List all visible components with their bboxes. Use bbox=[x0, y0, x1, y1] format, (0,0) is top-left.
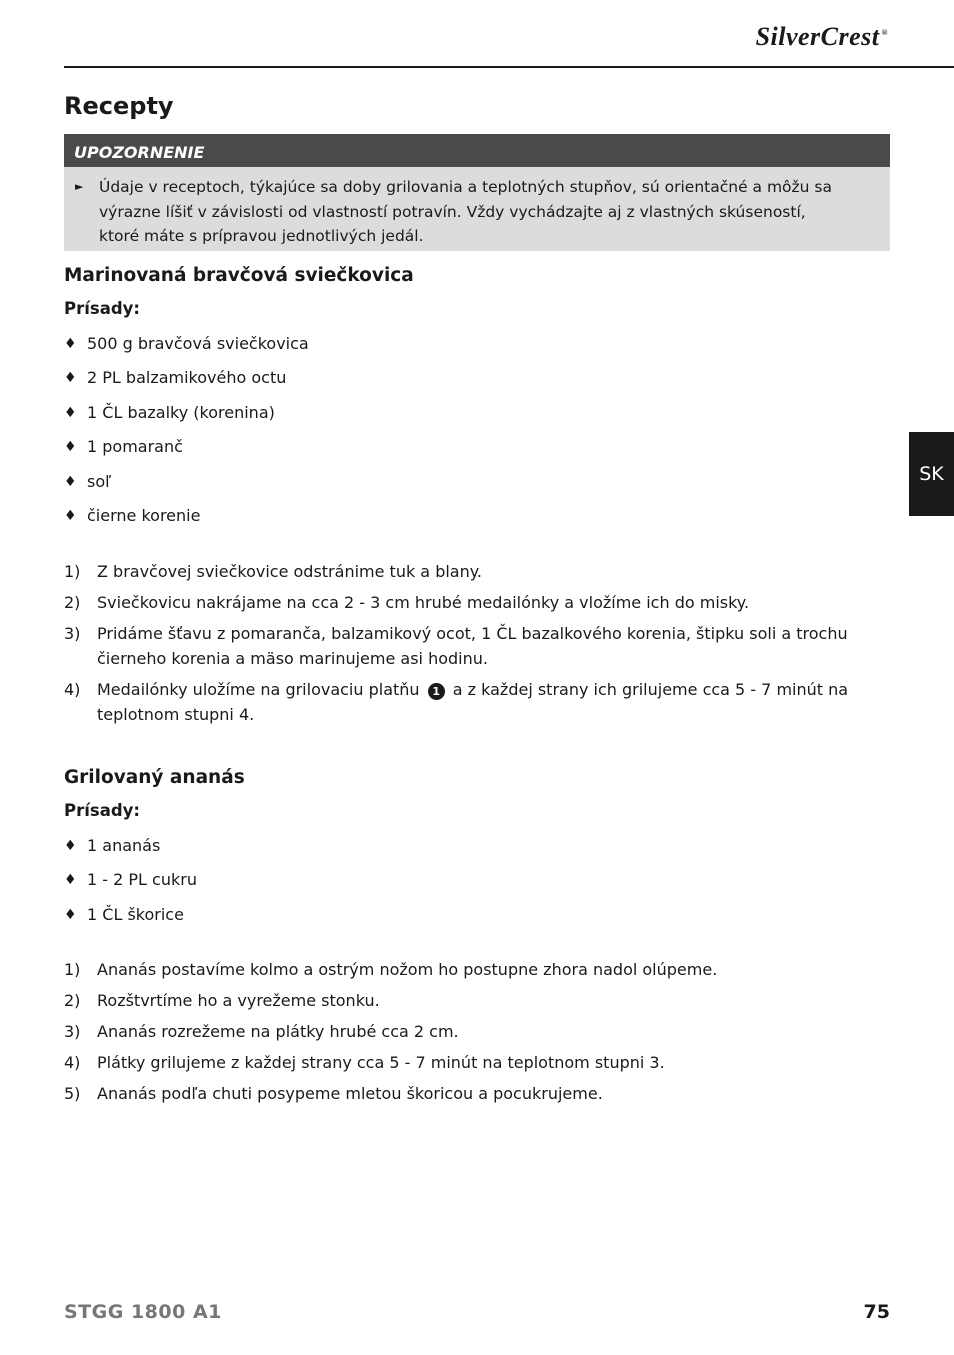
steps-list bbox=[64, 957, 854, 1112]
step-number: 3) bbox=[64, 624, 81, 643]
footer-model: STGG 1800 A1 bbox=[64, 1301, 222, 1323]
diamond-bullet-icon: ♦ bbox=[64, 370, 77, 387]
step-text: Sviečkovicu nakrájame na cca 2 - 3 cm hrubé medailónky a vložíme ich do misky. bbox=[97, 593, 750, 612]
step-item bbox=[64, 988, 854, 1013]
step-number: 3) bbox=[64, 1022, 81, 1041]
arrow-bullet-icon: ► bbox=[75, 180, 84, 193]
ingredients-label: Prísady: bbox=[64, 801, 141, 820]
recipe-title-pork: Marinovaná bravčová sviečkovica bbox=[64, 265, 414, 286]
ingredients-label: Prísady: bbox=[64, 299, 141, 318]
step-item bbox=[64, 1050, 854, 1075]
step-item bbox=[64, 957, 854, 982]
diamond-bullet-icon: ♦ bbox=[64, 507, 77, 524]
ingredients-list bbox=[64, 836, 197, 939]
step-text-after: a z každej strany ich grilujeme cca 5 - 7 minút na teplotnom stupni 4. bbox=[97, 680, 849, 724]
page-title: Recepty bbox=[64, 92, 174, 120]
step-text: Ananás postavíme kolmo a ostrým nožom ho postupne zhora nadol olúpeme. bbox=[97, 960, 718, 979]
list-item bbox=[64, 403, 309, 437]
diamond-bullet-icon: ♦ bbox=[64, 906, 77, 923]
ingredient-text: 1 ČL škorice bbox=[87, 904, 184, 924]
diamond-bullet-icon: ♦ bbox=[64, 439, 77, 456]
step-number: 4) bbox=[64, 1053, 81, 1072]
ingredient-text: 500 g bravčová sviečkovica bbox=[87, 334, 309, 353]
list-item bbox=[64, 334, 309, 368]
ingredients-list bbox=[64, 334, 309, 540]
list-item bbox=[64, 437, 309, 471]
step-item bbox=[64, 559, 854, 584]
diamond-bullet-icon: ♦ bbox=[64, 473, 77, 490]
diamond-bullet-icon: ♦ bbox=[64, 336, 77, 352]
brand-logo-text: SilverCrest bbox=[755, 22, 880, 51]
list-item bbox=[64, 870, 197, 904]
ingredient-text: 1 pomaranč bbox=[87, 437, 183, 457]
step-item bbox=[64, 621, 854, 671]
list-item bbox=[64, 905, 197, 939]
steps-list bbox=[64, 559, 854, 733]
diamond-bullet-icon: ♦ bbox=[64, 872, 77, 889]
part-reference-icon: 1 bbox=[428, 683, 445, 700]
step-text: Ananás rozrežeme na plátky hrubé cca 2 cm. bbox=[97, 1022, 459, 1041]
step-text: Ananás podľa chuti posypeme mletou škoricou a pocukrujeme. bbox=[97, 1084, 603, 1103]
ingredient-text: 1 ananás bbox=[87, 836, 161, 855]
brand-logo bbox=[756, 22, 888, 52]
step-number: 2) bbox=[64, 593, 81, 612]
step-item bbox=[64, 590, 854, 615]
step-item bbox=[64, 1019, 854, 1044]
notice-body bbox=[64, 167, 890, 249]
recipe-title-pineapple: Grilovaný ananás bbox=[64, 767, 245, 788]
step-item bbox=[64, 677, 854, 727]
step-text: Z bravčovej sviečkovice odstránime tuk a blany. bbox=[97, 562, 483, 581]
step-number: 1) bbox=[64, 960, 81, 979]
list-item bbox=[64, 472, 309, 506]
diamond-bullet-icon: ♦ bbox=[64, 404, 77, 421]
ingredient-text: 2 PL balzamikového octu bbox=[87, 368, 287, 388]
list-item bbox=[64, 506, 309, 540]
language-tab: SK bbox=[909, 432, 954, 516]
ingredient-text: soľ bbox=[87, 471, 112, 491]
ingredient-text: 1 - 2 PL cukru bbox=[87, 870, 197, 890]
step-text: Rozštvrtíme ho a vyrežeme stonku. bbox=[97, 991, 380, 1010]
step-number: 1) bbox=[64, 562, 81, 581]
page-number: 75 bbox=[863, 1301, 890, 1323]
step-text: Pridáme šťavu z pomaranča, balzamikový ocot, 1 ČL bazalkového korenia, štipku soli a trochu čierneho korenia a mäso marinujeme asi hodinu. bbox=[97, 624, 848, 668]
list-item bbox=[64, 836, 197, 870]
step-item bbox=[64, 1081, 854, 1106]
registered-mark: ® bbox=[881, 28, 888, 38]
header-rule bbox=[64, 66, 954, 68]
ingredient-text: 1 ČL bazalky (korenina) bbox=[87, 402, 275, 422]
notice-box bbox=[64, 134, 890, 251]
list-item bbox=[64, 368, 309, 402]
ingredient-text: čierne korenie bbox=[87, 505, 201, 525]
notice-text: Údaje v receptoch, týkajúce sa doby grilovania a teplotných stupňov, sú orientačné a môžu sa výrazne líšiť v závislosti od vlastností potravín. Vždy vychádzajte aj z vlastných skúseností, ktoré máte s prípravou jednotlivých jedál. bbox=[99, 178, 833, 245]
step-number: 5) bbox=[64, 1084, 81, 1103]
notice-heading: UPOZORNENIE bbox=[64, 134, 890, 167]
step-text: Plátky grilujeme z každej strany cca 5 - 7 minút na teplotnom stupni 3. bbox=[97, 1053, 665, 1072]
step-number: 2) bbox=[64, 991, 81, 1010]
step-number: 4) bbox=[64, 680, 81, 699]
step-text-before: Medailónky uložíme na grilovaciu platňu bbox=[97, 680, 420, 699]
diamond-bullet-icon: ♦ bbox=[64, 838, 77, 854]
